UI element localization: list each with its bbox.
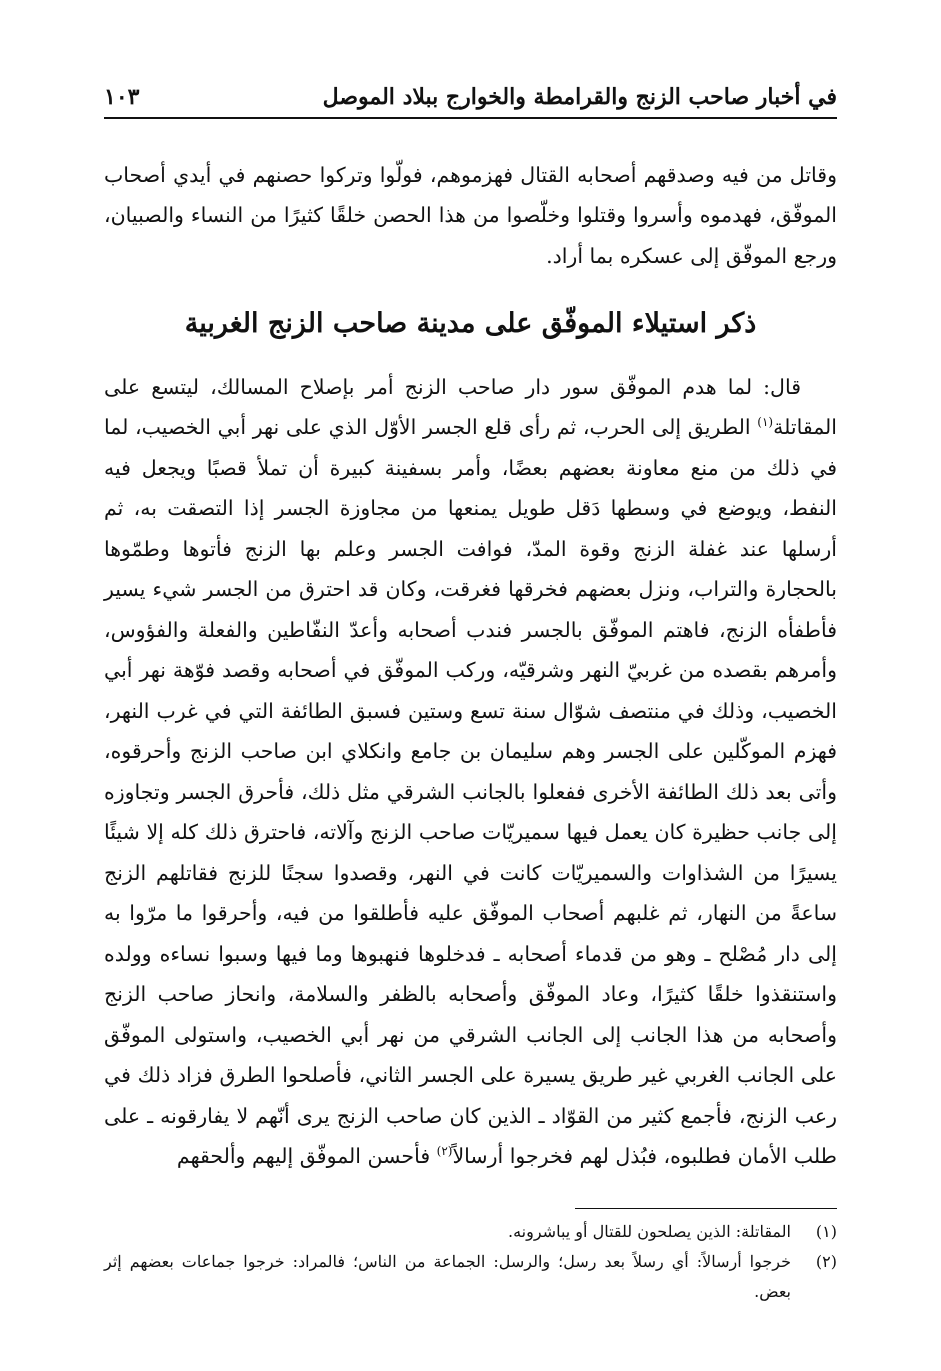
footnote-text: خرجوا أرسالاً: أي رسلاً بعد رسل؛ والرسل: الجماعة من الناس؛ فالمراد: خرجوا جماعات بعضهم إثر بعض. (104, 1252, 791, 1301)
footnote-number: (١) (815, 1222, 837, 1241)
running-title: في أخبار صاحب الزنج والقرامطة والخوارج ببلاد الموصل (322, 84, 837, 110)
section-heading: ذكر استيلاء الموفّق على مدينة صاحب الزنج الغربية (184, 308, 757, 340)
footnote-text: المقاتلة: الذين يصلحون للقتال أو يباشرونه. (507, 1222, 791, 1241)
paragraph-text: فأحسن الموفّق إليهم وألحقهم (176, 1144, 437, 1168)
page-number: ١٠٣ (104, 84, 140, 110)
running-header (104, 78, 837, 118)
paragraph-text: الطريق إلى الحرب، ثم رأى قلع الجسر الأوّل الذي على نهر أبي الخصيب، لما في ذلك من منع معاونة بعضهم بعضًا، وأمر بسفينة كبيرة أن تملأ قصبًا ويجعل فيه النفط، ويوضع في وسطها دَقل طويل يمنعها من مجاوزة الجسر إذا التصقت به، ثم أرسلها عند غفلة الزنج وقوة المدّ، فوافت الجسر وعلم بها الزنج فأتوها وطمّوها بالحجارة والتراب، ونزل بعضهم فخرقها فغرقت، وكان قد احترق من الجسر شيء يسير فأطفأه الزنج، فاهتم الموفّق بالجسر فندب أصحابه وأعدّ النفّاطين والفعلة والفؤوس، وأمرهم بقصده من غربيّ النهر وشرقيّه، وركب الموفّق في أصحابه وقصد فوّهة نهر أبي الخصيب، وذلك في منتصف شوّال سنة تسع وستين فسبق الطائفة التي في غرب النهر، فهزم الموكّلين على الجسر وهم سليمان بن جامع وانكلاي ابن صاحب الزنج وأحرقوه، وأتى بعد ذلك الطائفة الأخرى ففعلوا بالجانب الشرقي مثل ذلك، فأحرق الجسر وتجاوزه إلى جانب حظيرة كان يعمل فيها سميريّات صاحب الزنج وآلاته، فاحترق ذلك كله إلا شيئًا يسيرًا من الشذاوات والسميريّات كانت في النهر، وقصدوا سجنًا للزنج فقاتلهم الزنج ساعةً من النهار، ثم غلبهم أصحاب الموفّق عليه فأطلقوا من فيه، وأحرقوا ما مرّوا به إلى دار مُصْلح ـ وهو من قدماء أصحابه ـ فدخلوها فنهبوها وما فيها وسبوا نساءه وولده واستنقذوا خلقًا كثيرًا، وعاد الموفّق وأصحابه بالظفر والسلامة، وانحاز صاحب الزنج وأصحابه من هذا الجانب إلى الجانب الشرقي من نهر أبي الخصيب، واستولى الموفّق على الجانب الغربي غير طريق يسيرة على الجسر الثاني، فأصلحوا الطرق فزاد ذلك في رعب الزنج، فأجمع كثير من القوّاد ـ الذين كان صاحب الزنج يرى أنّهم لا يفارقونه ـ على طلب الأمان فطلبوه، فبُذل لهم فخرجوا أرسالاً (104, 415, 837, 1168)
footnote (104, 1247, 837, 1307)
footnotes (104, 1217, 837, 1307)
paragraph-main (104, 367, 837, 1177)
footnote-number: (٢) (815, 1252, 837, 1271)
footnote-ref-2: (٢) (436, 1144, 453, 1159)
paragraph-text: قال: لما هدم الموفّق سور دار صاحب الزنج أمر بإصلاح المسالك، ليتسع على المقاتلة (104, 374, 837, 439)
footnote-ref-1: (١) (757, 415, 774, 430)
footnote (104, 1217, 837, 1247)
paragraph-continuation: وقاتل من فيه وصدقهم أصحابه القتال فهزموهم، فولّوا وتركوا حصنهم في أيدي أصحاب الموفّق، فهدموه وأسروا وقتلوا وخلّصوا من هذا الحصن خلقًا كثيرًا من النساء والصبيان، ورجع الموفّق إلى عسكره بما أراد. (104, 162, 837, 268)
header-rule (104, 117, 837, 119)
footnote-rule (575, 1208, 837, 1209)
